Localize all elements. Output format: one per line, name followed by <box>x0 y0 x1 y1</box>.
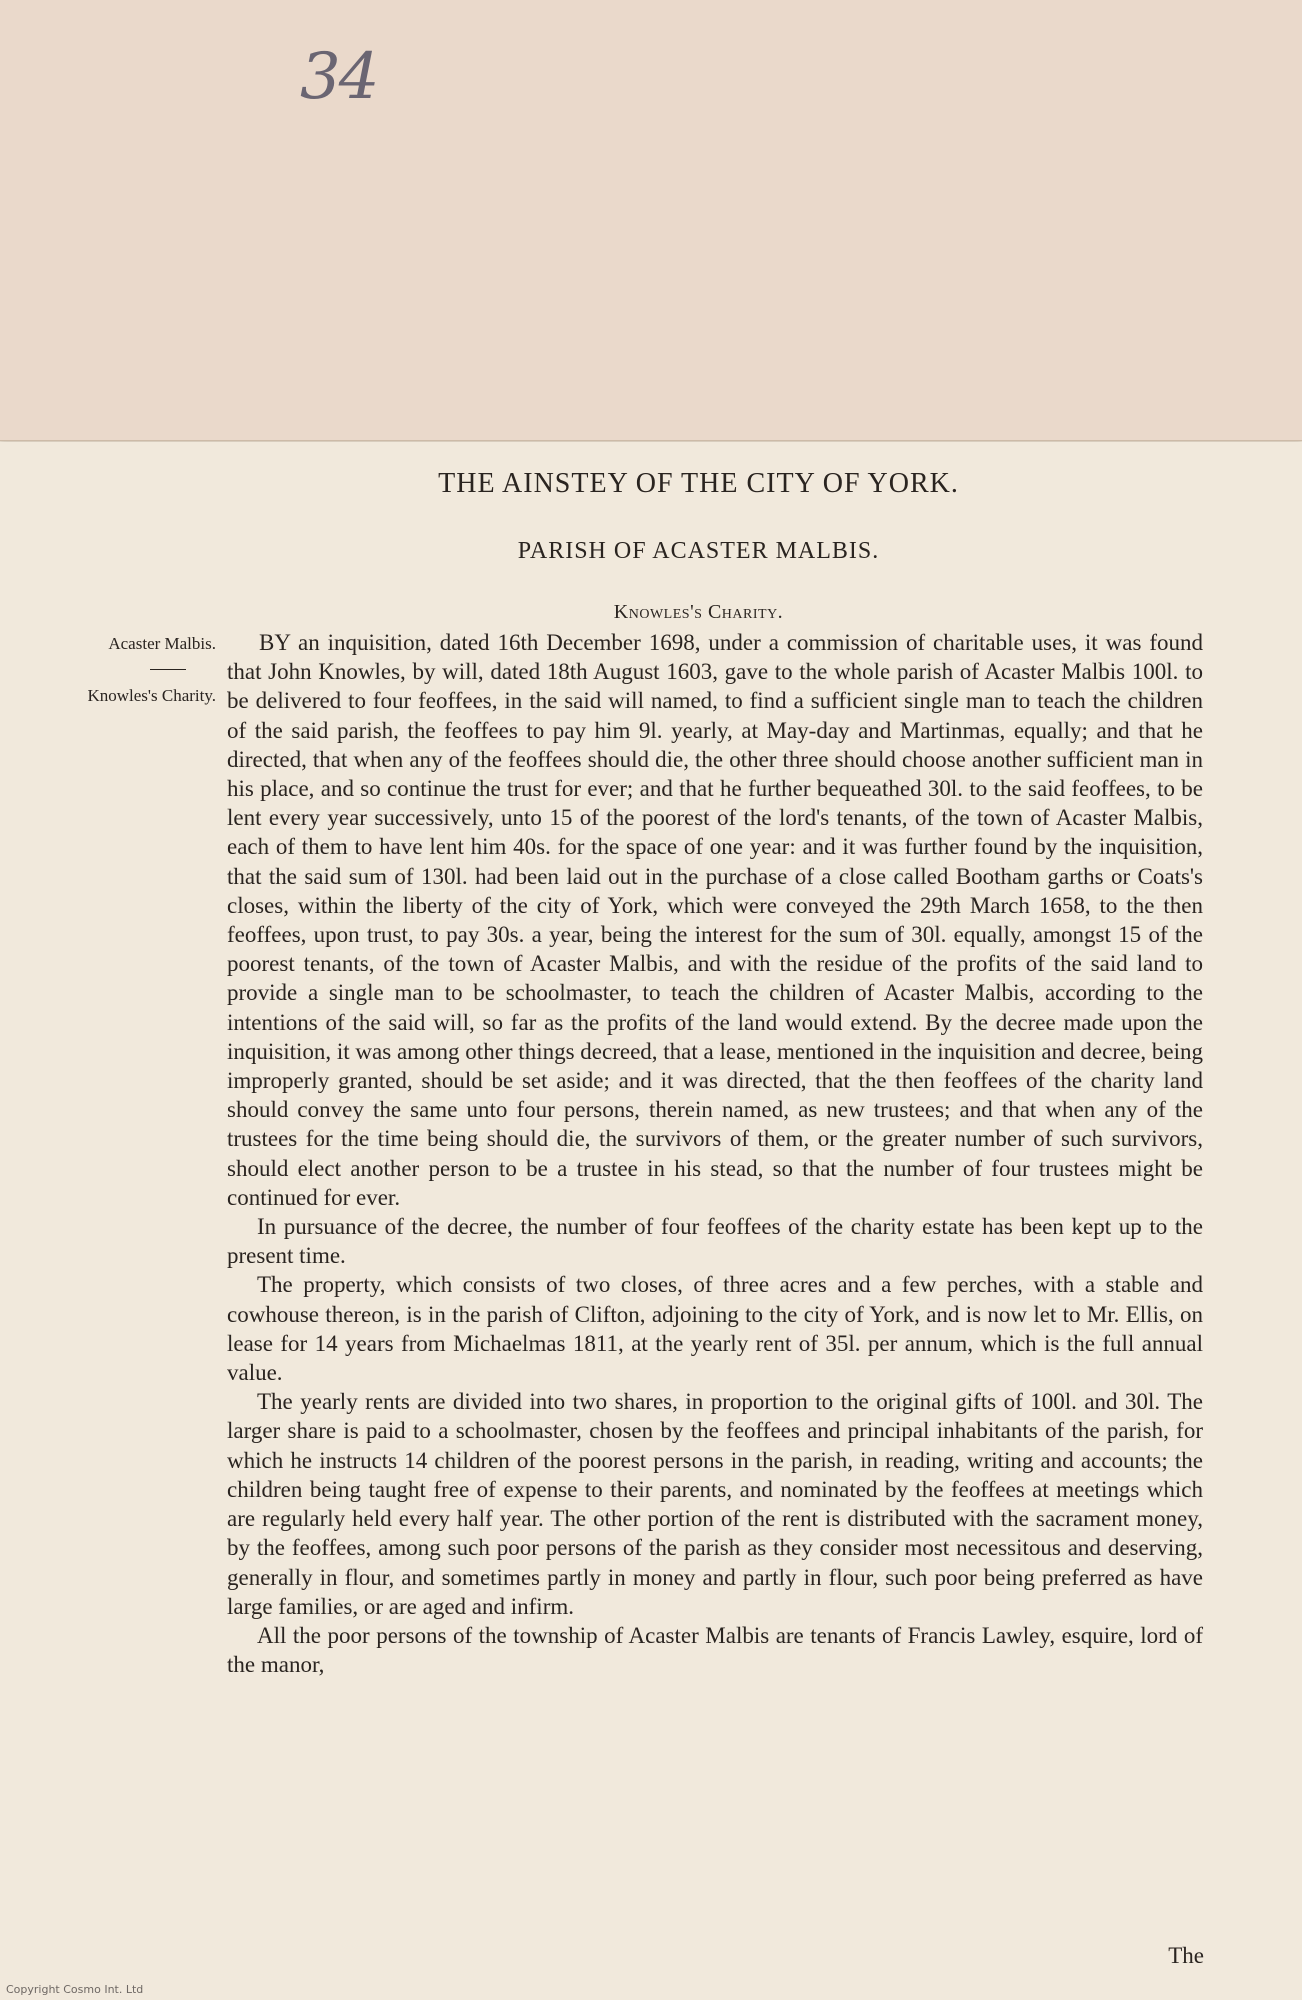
margin-note-place: Acaster Malbis. <box>108 634 216 653</box>
folded-top-flap <box>0 0 1302 441</box>
paragraph: The yearly rents are divided into two shares, in proportion to the original gifts of 100l. and 30l. The larger share is paid to a schoolmaster, chosen by the feoffees and principal inhabitants of the parish, for which he instructs 14 children of the poorest persons in the parish, in reading, writing and accounts; the children being taught free of expense to their parents, and nominated by the feoffees at meetings which are regularly held every half year. The other portion of the rent is distributed with the sacrament money, by the feoffees, among such poor persons of the parish as they consider most necessitous and deserving, generally in flour, and sometimes partly in money and partly in flour, such poor being preferred as have large families, or are aged and infirm. <box>227 1389 1203 1619</box>
paragraph: All the poor persons of the township of Acaster Malbis are tenants of Francis Lawley, esquire, lord of the manor, <box>227 1622 1203 1678</box>
page-subtitle: PARISH OF ACASTER MALBIS. <box>517 538 880 564</box>
body-text <box>227 628 1203 1679</box>
paragraph: In pursuance of the decree, the number of four feoffees of the charity estate has been kept up to the present time. <box>227 1214 1203 1269</box>
copyright-watermark: Copyright Cosmo Int. Ltd <box>6 1983 144 1996</box>
section-heading: Knowles's Charity. <box>613 601 784 623</box>
page-title: THE AINSTEY OF THE CITY OF YORK. <box>438 468 959 499</box>
header <box>0 468 1302 624</box>
margin-note-divider <box>150 669 186 670</box>
handwritten-page-number: 34 <box>300 40 378 114</box>
paragraph: BY an inquisition, dated 16th December 1698, under a commission of charitable uses, it was found that John Knowles, by will, dated 18th August 1603, gave to the whole parish of Acaster Malbis 100l. to be delivered to four feoffees, in the said will named, to find a sufficient single man to teach the children of the said parish, the feoffees to pay him 9l. yearly, at May-day and Martinmas, equally; and that he directed, that when any of the feoffees should die, the other three should choose another sufficient man in his place, and so continue the trust for ever; and that he further bequeathed 30l. to the said feoffees, to be lent every year successively, unto 15 of the poorest of the lord's tenants, of the town of Acaster Malbis, each of them to have lent him 40s. for the space of one year: and it was further found by the inquisition, that the said sum of 130l. had been laid out in the purchase of a close called Bootham garths or Coats's closes, within the liberty of the city of York, which were conveyed the 29th March 1658, to the then feoffees, upon trust, to pay 30s. a year, being the interest for the sum of 30l. equally, amongst 15 of the poorest tenants, of the town of Acaster Malbis, and with the residue of the profits of the said land to provide a single man to be schoolmaster, to teach the children of Acaster Malbis, according to the intentions of the said will, so far as the profits of the land would extend. By the decree made upon the inquisition, it was among other things decreed, that a lease, mentioned in the inquisition and decree, being improperly granted, should be set aside; and it was directed, that the then feoffees of the charity land should convey the same unto four persons, therein named, as new trustees; and that when any of the trustees for the time being should die, the survivors of them, or the greater number of such survivors, should elect another person to be a trustee in his stead, so that the number of four trustees might be continued for ever. <box>227 630 1203 1210</box>
margin-note-charity: Knowles's Charity. <box>87 686 216 705</box>
catchword: The <box>1168 1943 1204 1968</box>
paragraph: The property, which consists of two closes, of three acres and a few perches, with a stable and cowhouse thereon, is in the parish of Clifton, adjoining to the city of York, and is now let to Mr. Ellis, on lease for 14 years from Michaelmas 1811, at the yearly rent of 35l. per annum, which is the full annual value. <box>227 1272 1203 1386</box>
